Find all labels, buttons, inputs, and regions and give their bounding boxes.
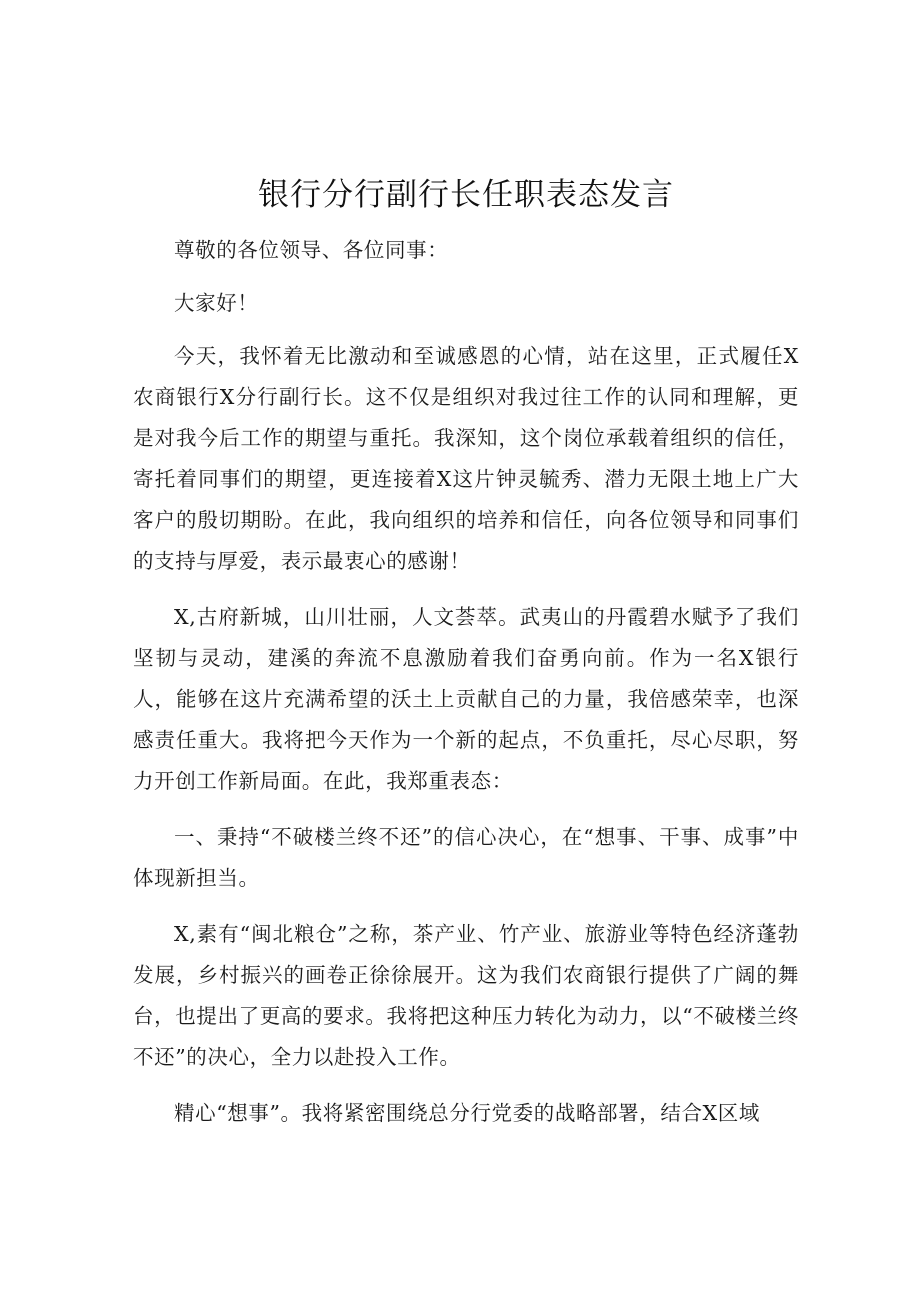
paragraph-intro: 今天，我怀着无比激动和至诚感恩的心情，站在这里，正式履任X农商银行X分行副行长。这不仅是组织对我过往工作的认同和理解，更是对我今后工作的期望与重托。我深知，这个岗位承载着组织的信任，寄托着同事们的期望，更连接着X这片钟灵毓秀、潜力无限土地上广大客户的殷切期盼。在此，我向组织的培养和信任，向各位领导和同事们的支持与厚爱，表示最衷心的感谢！ [133,344,799,573]
paragraph-granary: X,素有“闽北粮仓”之称，茶产业、竹产业、旅游业等特色经济蓬勃发展，乡村振兴的画卷正徐徐展开。这为我们农商银行提供了广阔的舞台，也提出了更高的要求。我将把这种压力转化为动力，以“不破楼兰终不还”的决心，全力以赴投入工作。 [133,922,799,1069]
salutation: 尊敬的各位领导、各位同事： [174,238,449,262]
paragraph-region: X,古府新城，山川壮丽，人文荟萃。武夷山的丹霞碧水赋予了我们坚韧与灵动，建溪的奔流不息激励着我们奋勇向前。作为一名X银行人，能够在这片充满希望的沃土上贡献自己的力量，我倍感荣幸，也深感责任重大。我将把今天作为一个新的起点，不负重托，尽心尽职，努力开创工作新局面。在此，我郑重表态： [133,605,799,793]
document-title: 银行分行副行长任职表态发言 [258,177,674,213]
greeting: 大家好！ [174,291,259,315]
document-page [133,170,799,1149]
section-heading-1: 一、秉持“不破楼兰终不还”的信心决心，在“想事、干事、成事”中体现新担当。 [133,825,799,890]
paragraph-think: 精心“想事”。我将紧密围绕总分行党委的战略部署，结合X区域 [174,1101,760,1125]
